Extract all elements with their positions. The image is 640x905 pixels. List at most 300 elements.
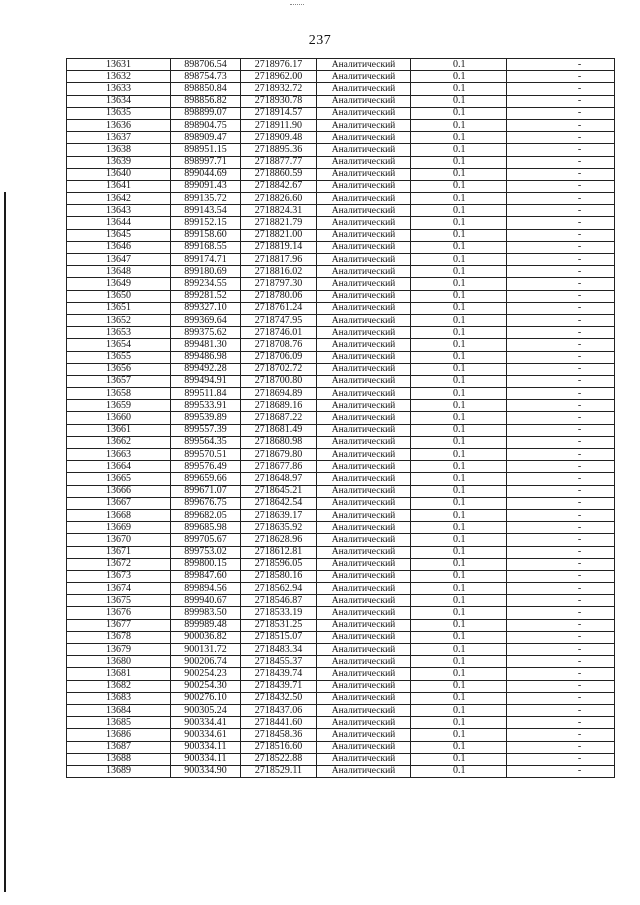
x-coordinate-cell: 900334.41 [171,717,241,729]
dash-cell: - [507,388,615,400]
table-row [67,497,615,509]
y-coordinate-cell: 2718531.25 [241,619,317,631]
method-cell: Аналитический [317,741,411,753]
table-row [67,278,615,290]
x-coordinate-cell: 899940.67 [171,595,241,607]
point-id-cell: 13666 [67,485,171,497]
point-id-cell: 13681 [67,668,171,680]
table-row [67,107,615,119]
table-row [67,412,615,424]
table-row [67,132,615,144]
accuracy-cell: 0.1 [411,436,507,448]
point-id-cell: 13656 [67,363,171,375]
table-row [67,217,615,229]
accuracy-cell: 0.1 [411,266,507,278]
method-cell: Аналитический [317,607,411,619]
table-row [67,424,615,436]
y-coordinate-cell: 2718821.79 [241,217,317,229]
table-row [67,83,615,95]
accuracy-cell: 0.1 [411,363,507,375]
method-cell: Аналитический [317,461,411,473]
x-coordinate-cell: 899685.98 [171,522,241,534]
accuracy-cell: 0.1 [411,534,507,546]
dash-cell: - [507,424,615,436]
x-coordinate-cell: 898706.54 [171,59,241,71]
table-row [67,644,615,656]
point-id-cell: 13634 [67,95,171,107]
point-id-cell: 13679 [67,644,171,656]
method-cell: Аналитический [317,217,411,229]
dash-cell: - [507,497,615,509]
x-coordinate-cell: 899327.10 [171,302,241,314]
point-id-cell: 13668 [67,509,171,521]
point-id-cell: 13688 [67,753,171,765]
y-coordinate-cell: 2718677.86 [241,461,317,473]
dash-cell: - [507,595,615,607]
point-id-cell: 13678 [67,631,171,643]
method-cell: Аналитический [317,449,411,461]
dash-cell: - [507,619,615,631]
accuracy-cell: 0.1 [411,765,507,777]
table-row [67,741,615,753]
dash-cell: - [507,412,615,424]
table-row [67,229,615,241]
table-row [67,205,615,217]
table-row [67,95,615,107]
point-id-cell: 13651 [67,302,171,314]
x-coordinate-cell: 899705.67 [171,534,241,546]
table-row [67,473,615,485]
y-coordinate-cell: 2718437.06 [241,704,317,716]
method-cell: Аналитический [317,436,411,448]
table-row [67,119,615,131]
method-cell: Аналитический [317,595,411,607]
x-coordinate-cell: 899533.91 [171,400,241,412]
method-cell: Аналитический [317,241,411,253]
margin-line [4,192,6,892]
point-id-cell: 13673 [67,570,171,582]
accuracy-cell: 0.1 [411,558,507,570]
method-cell: Аналитический [317,388,411,400]
y-coordinate-cell: 2718529.11 [241,765,317,777]
y-coordinate-cell: 2718914.57 [241,107,317,119]
table-row [67,363,615,375]
method-cell: Аналитический [317,656,411,668]
accuracy-cell: 0.1 [411,119,507,131]
method-cell: Аналитический [317,497,411,509]
method-cell: Аналитический [317,95,411,107]
point-id-cell: 13655 [67,351,171,363]
point-id-cell: 13661 [67,424,171,436]
point-id-cell: 13682 [67,680,171,692]
point-id-cell: 13658 [67,388,171,400]
method-cell: Аналитический [317,619,411,631]
table-row [67,180,615,192]
table-row [67,522,615,534]
point-id-cell: 13680 [67,656,171,668]
dash-cell: - [507,327,615,339]
table-row [67,619,615,631]
method-cell: Аналитический [317,692,411,704]
method-cell: Аналитический [317,302,411,314]
x-coordinate-cell: 899539.89 [171,412,241,424]
point-id-cell: 13671 [67,546,171,558]
dash-cell: - [507,741,615,753]
point-id-cell: 13633 [67,83,171,95]
x-coordinate-cell: 898754.73 [171,71,241,83]
y-coordinate-cell: 2718911.90 [241,119,317,131]
y-coordinate-cell: 2718645.21 [241,485,317,497]
table-row [67,729,615,741]
table-row [67,327,615,339]
x-coordinate-cell: 900254.23 [171,668,241,680]
x-coordinate-cell: 899180.69 [171,266,241,278]
accuracy-cell: 0.1 [411,400,507,412]
table-row [67,302,615,314]
table-row [67,461,615,473]
y-coordinate-cell: 2718932.72 [241,83,317,95]
point-id-cell: 13657 [67,375,171,387]
point-id-cell: 13674 [67,583,171,595]
table-row [67,631,615,643]
dash-cell: - [507,534,615,546]
accuracy-cell: 0.1 [411,254,507,266]
method-cell: Аналитический [317,254,411,266]
dash-cell: - [507,668,615,680]
method-cell: Аналитический [317,400,411,412]
dash-cell: - [507,704,615,716]
accuracy-cell: 0.1 [411,351,507,363]
accuracy-cell: 0.1 [411,156,507,168]
accuracy-cell: 0.1 [411,180,507,192]
dash-cell: - [507,266,615,278]
x-coordinate-cell: 899174.71 [171,254,241,266]
point-id-cell: 13660 [67,412,171,424]
method-cell: Аналитический [317,144,411,156]
method-cell: Аналитический [317,412,411,424]
point-id-cell: 13654 [67,339,171,351]
method-cell: Аналитический [317,704,411,716]
x-coordinate-cell: 899989.48 [171,619,241,631]
accuracy-cell: 0.1 [411,607,507,619]
x-coordinate-cell: 899511.84 [171,388,241,400]
accuracy-cell: 0.1 [411,717,507,729]
x-coordinate-cell: 899983.50 [171,607,241,619]
dash-cell: - [507,229,615,241]
x-coordinate-cell: 899494.91 [171,375,241,387]
dash-cell: - [507,680,615,692]
method-cell: Аналитический [317,71,411,83]
method-cell: Аналитический [317,424,411,436]
method-cell: Аналитический [317,266,411,278]
x-coordinate-cell: 900334.11 [171,753,241,765]
method-cell: Аналитический [317,205,411,217]
table-row [67,436,615,448]
accuracy-cell: 0.1 [411,741,507,753]
point-id-cell: 13644 [67,217,171,229]
accuracy-cell: 0.1 [411,388,507,400]
y-coordinate-cell: 2718533.19 [241,607,317,619]
point-id-cell: 13669 [67,522,171,534]
y-coordinate-cell: 2718628.96 [241,534,317,546]
point-id-cell: 13645 [67,229,171,241]
method-cell: Аналитический [317,583,411,595]
accuracy-cell: 0.1 [411,217,507,229]
accuracy-cell: 0.1 [411,132,507,144]
accuracy-cell: 0.1 [411,509,507,521]
accuracy-cell: 0.1 [411,375,507,387]
method-cell: Аналитический [317,327,411,339]
y-coordinate-cell: 2718826.60 [241,193,317,205]
y-coordinate-cell: 2718580.16 [241,570,317,582]
dash-cell: - [507,205,615,217]
dash-cell: - [507,509,615,521]
method-cell: Аналитический [317,132,411,144]
y-coordinate-cell: 2718439.71 [241,680,317,692]
x-coordinate-cell: 899091.43 [171,180,241,192]
accuracy-cell: 0.1 [411,290,507,302]
point-id-cell: 13643 [67,205,171,217]
point-id-cell: 13689 [67,765,171,777]
method-cell: Аналитический [317,193,411,205]
dash-cell: - [507,302,615,314]
table-row [67,607,615,619]
accuracy-cell: 0.1 [411,278,507,290]
dash-cell: - [507,254,615,266]
x-coordinate-cell: 898856.82 [171,95,241,107]
y-coordinate-cell: 2718877.77 [241,156,317,168]
y-coordinate-cell: 2718746.01 [241,327,317,339]
y-coordinate-cell: 2718761.24 [241,302,317,314]
method-cell: Аналитический [317,729,411,741]
accuracy-cell: 0.1 [411,680,507,692]
dash-cell: - [507,375,615,387]
point-id-cell: 13662 [67,436,171,448]
point-id-cell: 13663 [67,449,171,461]
method-cell: Аналитический [317,59,411,71]
table-row [67,546,615,558]
y-coordinate-cell: 2718635.92 [241,522,317,534]
method-cell: Аналитический [317,485,411,497]
x-coordinate-cell: 899564.35 [171,436,241,448]
y-coordinate-cell: 2718895.36 [241,144,317,156]
accuracy-cell: 0.1 [411,107,507,119]
accuracy-cell: 0.1 [411,485,507,497]
dash-cell: - [507,473,615,485]
y-coordinate-cell: 2718797.30 [241,278,317,290]
accuracy-cell: 0.1 [411,461,507,473]
table-row [67,290,615,302]
table-row [67,704,615,716]
dash-cell: - [507,753,615,765]
method-cell: Аналитический [317,278,411,290]
x-coordinate-cell: 899152.15 [171,217,241,229]
y-coordinate-cell: 2718909.48 [241,132,317,144]
accuracy-cell: 0.1 [411,449,507,461]
method-cell: Аналитический [317,363,411,375]
accuracy-cell: 0.1 [411,339,507,351]
dash-cell: - [507,570,615,582]
method-cell: Аналитический [317,290,411,302]
dash-cell: - [507,631,615,643]
y-coordinate-cell: 2718441.60 [241,717,317,729]
x-coordinate-cell: 899659.66 [171,473,241,485]
accuracy-cell: 0.1 [411,753,507,765]
x-coordinate-cell: 899682.05 [171,509,241,521]
method-cell: Аналитический [317,765,411,777]
point-id-cell: 13642 [67,193,171,205]
dash-cell: - [507,339,615,351]
accuracy-cell: 0.1 [411,59,507,71]
y-coordinate-cell: 2718694.89 [241,388,317,400]
point-id-cell: 13648 [67,266,171,278]
x-coordinate-cell: 898909.47 [171,132,241,144]
accuracy-cell: 0.1 [411,668,507,680]
table-row [67,558,615,570]
x-coordinate-cell: 899168.55 [171,241,241,253]
dash-cell: - [507,363,615,375]
dash-cell: - [507,95,615,107]
method-cell: Аналитический [317,680,411,692]
y-coordinate-cell: 2718706.09 [241,351,317,363]
table-row [67,668,615,680]
dash-cell: - [507,607,615,619]
accuracy-cell: 0.1 [411,314,507,326]
dash-cell: - [507,119,615,131]
y-coordinate-cell: 2718708.76 [241,339,317,351]
method-cell: Аналитический [317,534,411,546]
dash-cell: - [507,449,615,461]
y-coordinate-cell: 2718687.22 [241,412,317,424]
method-cell: Аналитический [317,229,411,241]
y-coordinate-cell: 2718522.88 [241,753,317,765]
table-row [67,254,615,266]
table-row [67,314,615,326]
method-cell: Аналитический [317,717,411,729]
table-row [67,168,615,180]
table-body [67,59,615,778]
method-cell: Аналитический [317,168,411,180]
y-coordinate-cell: 2718816.02 [241,266,317,278]
dash-cell: - [507,193,615,205]
dash-cell: - [507,656,615,668]
y-coordinate-cell: 2718780.06 [241,290,317,302]
accuracy-cell: 0.1 [411,546,507,558]
point-id-cell: 13653 [67,327,171,339]
accuracy-cell: 0.1 [411,729,507,741]
table-row [67,449,615,461]
table-row [67,509,615,521]
point-id-cell: 13636 [67,119,171,131]
dash-cell: - [507,692,615,704]
dash-cell: - [507,485,615,497]
y-coordinate-cell: 2718432.50 [241,692,317,704]
y-coordinate-cell: 2718824.31 [241,205,317,217]
y-coordinate-cell: 2718458.36 [241,729,317,741]
x-coordinate-cell: 899894.56 [171,583,241,595]
dash-cell: - [507,59,615,71]
table-row [67,583,615,595]
y-coordinate-cell: 2718821.00 [241,229,317,241]
y-coordinate-cell: 2718679.80 [241,449,317,461]
accuracy-cell: 0.1 [411,83,507,95]
x-coordinate-cell: 900276.10 [171,692,241,704]
x-coordinate-cell: 899557.39 [171,424,241,436]
y-coordinate-cell: 2718930.78 [241,95,317,107]
table-row [67,266,615,278]
dash-cell: - [507,132,615,144]
y-coordinate-cell: 2718842.67 [241,180,317,192]
table-row [67,339,615,351]
accuracy-cell: 0.1 [411,205,507,217]
x-coordinate-cell: 899158.60 [171,229,241,241]
point-id-cell: 13652 [67,314,171,326]
point-id-cell: 13637 [67,132,171,144]
point-id-cell: 13632 [67,71,171,83]
x-coordinate-cell: 898997.71 [171,156,241,168]
x-coordinate-cell: 899369.64 [171,314,241,326]
method-cell: Аналитический [317,375,411,387]
point-id-cell: 13635 [67,107,171,119]
point-id-cell: 13686 [67,729,171,741]
accuracy-cell: 0.1 [411,583,507,595]
method-cell: Аналитический [317,570,411,582]
x-coordinate-cell: 899481.30 [171,339,241,351]
point-id-cell: 13675 [67,595,171,607]
table-row [67,193,615,205]
dash-cell: - [507,522,615,534]
x-coordinate-cell: 900131.72 [171,644,241,656]
accuracy-cell: 0.1 [411,473,507,485]
method-cell: Аналитический [317,522,411,534]
table-row [67,692,615,704]
dash-cell: - [507,290,615,302]
method-cell: Аналитический [317,644,411,656]
accuracy-cell: 0.1 [411,168,507,180]
table-row [67,570,615,582]
accuracy-cell: 0.1 [411,71,507,83]
y-coordinate-cell: 2718819.14 [241,241,317,253]
accuracy-cell: 0.1 [411,522,507,534]
x-coordinate-cell: 899671.07 [171,485,241,497]
y-coordinate-cell: 2718689.16 [241,400,317,412]
dash-cell: - [507,314,615,326]
x-coordinate-cell: 900305.24 [171,704,241,716]
table-row [67,59,615,71]
method-cell: Аналитический [317,119,411,131]
table-row [67,656,615,668]
dash-cell: - [507,436,615,448]
x-coordinate-cell: 899234.55 [171,278,241,290]
x-coordinate-cell: 898951.15 [171,144,241,156]
x-coordinate-cell: 899143.54 [171,205,241,217]
accuracy-cell: 0.1 [411,570,507,582]
y-coordinate-cell: 2718702.72 [241,363,317,375]
y-coordinate-cell: 2718700.80 [241,375,317,387]
dash-cell: - [507,717,615,729]
accuracy-cell: 0.1 [411,193,507,205]
table-row [67,144,615,156]
y-coordinate-cell: 2718612.81 [241,546,317,558]
method-cell: Аналитический [317,509,411,521]
dash-cell: - [507,729,615,741]
dash-cell: - [507,546,615,558]
y-coordinate-cell: 2718596.05 [241,558,317,570]
x-coordinate-cell: 899375.62 [171,327,241,339]
dash-cell: - [507,644,615,656]
dash-cell: - [507,156,615,168]
dash-cell: - [507,558,615,570]
